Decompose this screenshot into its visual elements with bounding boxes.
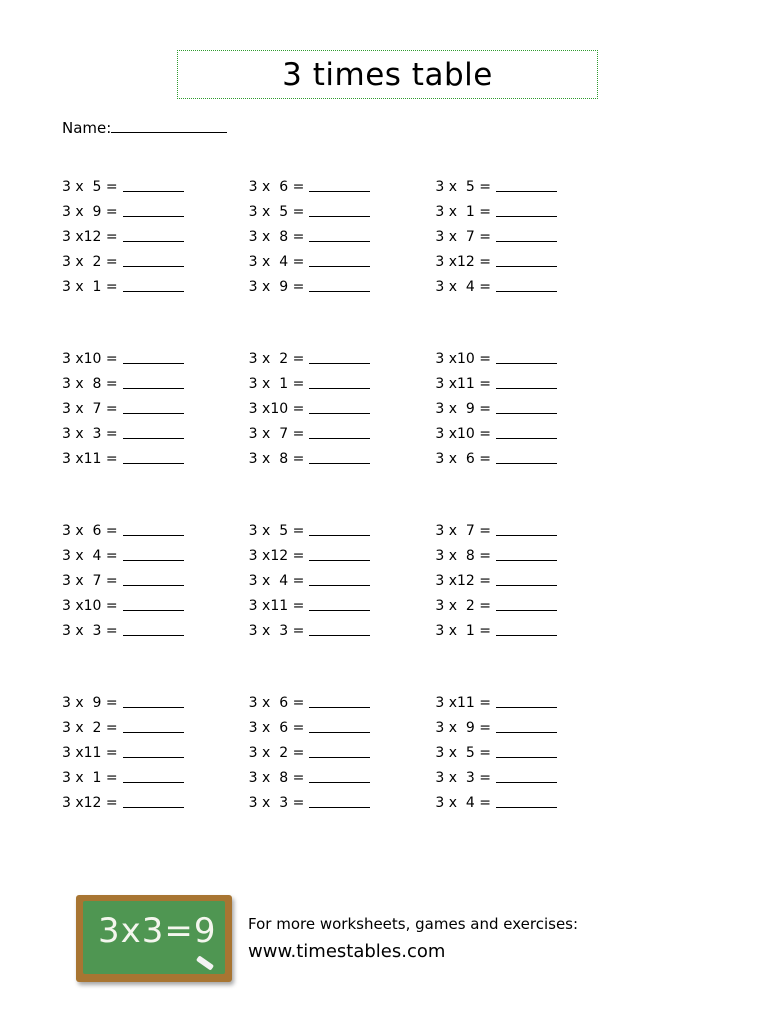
problem-column [62,690,249,815]
name-blank-line [111,119,227,133]
problem-row [435,543,622,568]
problem-row [435,790,622,815]
problem-expression: 3 x 8 = [435,547,491,564]
problem-expression: 3 x 2 = [248,744,305,761]
problem-row [435,618,622,643]
problem-row [249,249,436,274]
problem-row [62,396,249,421]
footer-text: For more worksheets, games and exercises: [248,915,579,933]
problem-expression: 3 x 3 = [435,769,491,786]
answer-blank[interactable] [309,550,370,561]
problem-row [435,346,622,371]
problem-expression: 3 x 6 = [435,450,491,467]
problem-row [62,371,249,396]
answer-blank[interactable] [496,722,557,733]
problem-row [62,618,249,643]
problem-expression: 3 x11 = [435,694,491,711]
problem-row [435,740,622,765]
answer-blank[interactable] [496,600,557,611]
problem-expression: 3 x 6 = [248,719,305,736]
problem-expression: 3 x 9 = [62,694,118,711]
answer-blank[interactable] [496,353,557,364]
answer-blank[interactable] [496,575,557,586]
problem-block [62,690,622,815]
problem-row [435,396,622,421]
problem-row [62,518,249,543]
problem-row [62,740,249,765]
problem-row [62,593,249,618]
answer-blank[interactable] [496,403,557,414]
answer-blank[interactable] [123,772,184,783]
problem-row [435,249,622,274]
problem-row [62,690,249,715]
answer-blank[interactable] [123,550,184,561]
problem-row [62,790,249,815]
problem-column [62,174,249,299]
problem-column [62,346,249,471]
problem-row [435,224,622,249]
problem-row [249,740,436,765]
problem-column [435,690,622,815]
answer-blank[interactable] [123,353,184,364]
answer-blank[interactable] [309,697,370,708]
problem-expression: 3 x 1 = [248,375,305,392]
problem-expression: 3 x 7 = [435,228,491,245]
problem-expression: 3 x 2 = [435,597,491,614]
answer-blank[interactable] [123,378,184,389]
problem-row [62,421,249,446]
problem-row [62,346,249,371]
problem-expression: 3 x12 = [62,794,118,811]
chalkboard-logo [76,895,232,982]
problem-expression: 3 x 2 = [62,719,118,736]
problem-row [249,446,436,471]
problem-row [249,765,436,790]
answer-blank[interactable] [309,797,370,808]
answer-blank[interactable] [123,403,184,414]
answer-blank[interactable] [309,231,370,242]
answer-blank[interactable] [496,453,557,464]
problem-expression: 3 x 6 = [248,178,305,195]
problem-row [249,224,436,249]
problem-row [435,446,622,471]
answer-blank[interactable] [309,428,370,439]
problem-expression: 3 x 5 = [62,178,118,195]
answer-blank[interactable] [309,453,370,464]
answer-blank[interactable] [123,525,184,536]
problem-expression: 3 x 8 = [248,450,305,467]
answer-blank[interactable] [496,206,557,217]
problem-expression: 3 x 4 = [62,547,118,564]
problem-expression: 3 x 2 = [62,253,118,270]
problem-row [249,199,436,224]
answer-blank[interactable] [123,600,184,611]
problem-row [435,765,622,790]
problem-column [249,690,436,815]
problem-column [249,518,436,643]
problem-row [249,790,436,815]
problem-row [62,224,249,249]
answer-blank[interactable] [123,181,184,192]
answer-blank[interactable] [309,206,370,217]
problem-expression: 3 x 2 = [248,350,305,367]
problem-expression: 3 x 8 = [248,769,305,786]
problem-expression: 3 x 1 = [62,278,118,295]
problem-expression: 3 x12 = [248,547,305,564]
name-label: Name: [62,119,112,137]
problem-row [435,568,622,593]
problem-expression: 3 x 7 = [435,522,491,539]
problem-row [62,249,249,274]
problem-row [249,593,436,618]
answer-blank[interactable] [496,428,557,439]
problem-column [62,518,249,643]
answer-blank[interactable] [123,697,184,708]
problem-expression: 3 x10 = [62,350,118,367]
problem-row [62,446,249,471]
problem-expression: 3 x11 = [62,744,118,761]
answer-blank[interactable] [309,772,370,783]
footer-url[interactable]: www.timestables.com [248,941,446,962]
problem-row [435,199,622,224]
answer-blank[interactable] [309,353,370,364]
answer-blank[interactable] [309,525,370,536]
problem-expression: 3 x 3 = [248,794,305,811]
problem-row [62,199,249,224]
answer-blank[interactable] [309,181,370,192]
answer-blank[interactable] [496,550,557,561]
answer-blank[interactable] [123,256,184,267]
problem-expression: 3 x10 = [62,597,118,614]
problem-expression: 3 x 8 = [248,228,305,245]
problem-row [435,690,622,715]
problem-expression: 3 x12 = [435,572,491,589]
answer-blank[interactable] [309,575,370,586]
problem-expression: 3 x 9 = [435,719,491,736]
problem-block [62,346,622,471]
problem-row [435,518,622,543]
problem-block [62,174,622,299]
answer-blank[interactable] [309,747,370,758]
answer-blank[interactable] [496,625,557,636]
problem-expression: 3 x 7 = [248,425,305,442]
problem-expression: 3 x11 = [435,375,491,392]
problem-row [249,346,436,371]
problem-expression: 3 x 1 = [435,203,491,220]
chalkboard-text: 3x3=9 [98,911,217,951]
problem-row [249,274,436,299]
problem-expression: 3 x10 = [435,350,491,367]
answer-blank[interactable] [123,206,184,217]
problem-expression: 3 x 5 = [248,203,305,220]
answer-blank[interactable] [123,797,184,808]
problem-row [249,396,436,421]
problem-expression: 3 x 7 = [62,572,118,589]
problem-expression: 3 x10 = [248,400,305,417]
problem-row [62,274,249,299]
problem-row [435,593,622,618]
answer-blank[interactable] [123,747,184,758]
problem-row [62,543,249,568]
problem-expression: 3 x 6 = [62,522,118,539]
problem-row [249,715,436,740]
page-title: 3 times table [282,56,493,93]
problem-expression: 3 x 3 = [248,622,305,639]
problem-expression: 3 x 9 = [435,400,491,417]
problem-row [249,518,436,543]
problem-row [435,421,622,446]
answer-blank[interactable] [496,281,557,292]
answer-blank[interactable] [496,747,557,758]
problem-row [62,174,249,199]
problem-expression: 3 x 4 = [248,253,305,270]
title-box [177,50,598,99]
problem-expression: 3 x 1 = [62,769,118,786]
problem-expression: 3 x 3 = [62,622,118,639]
problem-expression: 3 x 5 = [435,178,491,195]
answer-blank[interactable] [123,231,184,242]
problem-expression: 3 x 4 = [248,572,305,589]
problem-row [62,568,249,593]
answer-blank[interactable] [496,256,557,267]
problem-row [435,715,622,740]
answer-blank[interactable] [496,797,557,808]
problem-column [435,346,622,471]
answer-blank[interactable] [309,281,370,292]
answer-blank[interactable] [123,625,184,636]
problem-expression: 3 x11 = [62,450,118,467]
answer-blank[interactable] [496,378,557,389]
problem-row [249,174,436,199]
problem-expression: 3 x 8 = [62,375,118,392]
problem-expression: 3 x 5 = [435,744,491,761]
problem-expression: 3 x 6 = [248,694,305,711]
problem-expression: 3 x 4 = [435,794,491,811]
problem-expression: 3 x12 = [62,228,118,245]
answer-blank[interactable] [496,772,557,783]
problem-row [435,371,622,396]
problem-row [249,371,436,396]
problem-column [249,174,436,299]
answer-blank[interactable] [123,575,184,586]
answer-blank[interactable] [496,231,557,242]
problem-expression: 3 x 7 = [62,400,118,417]
problem-row [249,690,436,715]
problem-expression: 3 x 5 = [248,522,305,539]
answer-blank[interactable] [123,281,184,292]
problem-expression: 3 x11 = [248,597,305,614]
answer-blank[interactable] [309,256,370,267]
problem-expression: 3 x 4 = [435,278,491,295]
problem-expression: 3 x10 = [435,425,491,442]
answer-blank[interactable] [309,378,370,389]
name-field [62,119,227,137]
problem-row [249,618,436,643]
problem-block [62,518,622,643]
problem-row [249,568,436,593]
problem-row [62,715,249,740]
problem-row [62,765,249,790]
answer-blank[interactable] [309,722,370,733]
answer-blank[interactable] [123,722,184,733]
answer-blank[interactable] [123,453,184,464]
problem-row [435,174,622,199]
problem-row [249,421,436,446]
answer-blank[interactable] [309,403,370,414]
answer-blank[interactable] [496,697,557,708]
problem-column [435,518,622,643]
problem-expression: 3 x12 = [435,253,491,270]
problem-expression: 3 x 3 = [62,425,118,442]
answer-blank[interactable] [123,428,184,439]
answer-blank[interactable] [309,600,370,611]
problem-column [435,174,622,299]
problem-row [435,274,622,299]
problem-row [249,543,436,568]
answer-blank[interactable] [309,625,370,636]
problem-expression: 3 x 1 = [435,622,491,639]
answer-blank[interactable] [496,525,557,536]
problem-expression: 3 x 9 = [62,203,118,220]
answer-blank[interactable] [496,181,557,192]
problem-expression: 3 x 9 = [248,278,305,295]
problem-column [249,346,436,471]
